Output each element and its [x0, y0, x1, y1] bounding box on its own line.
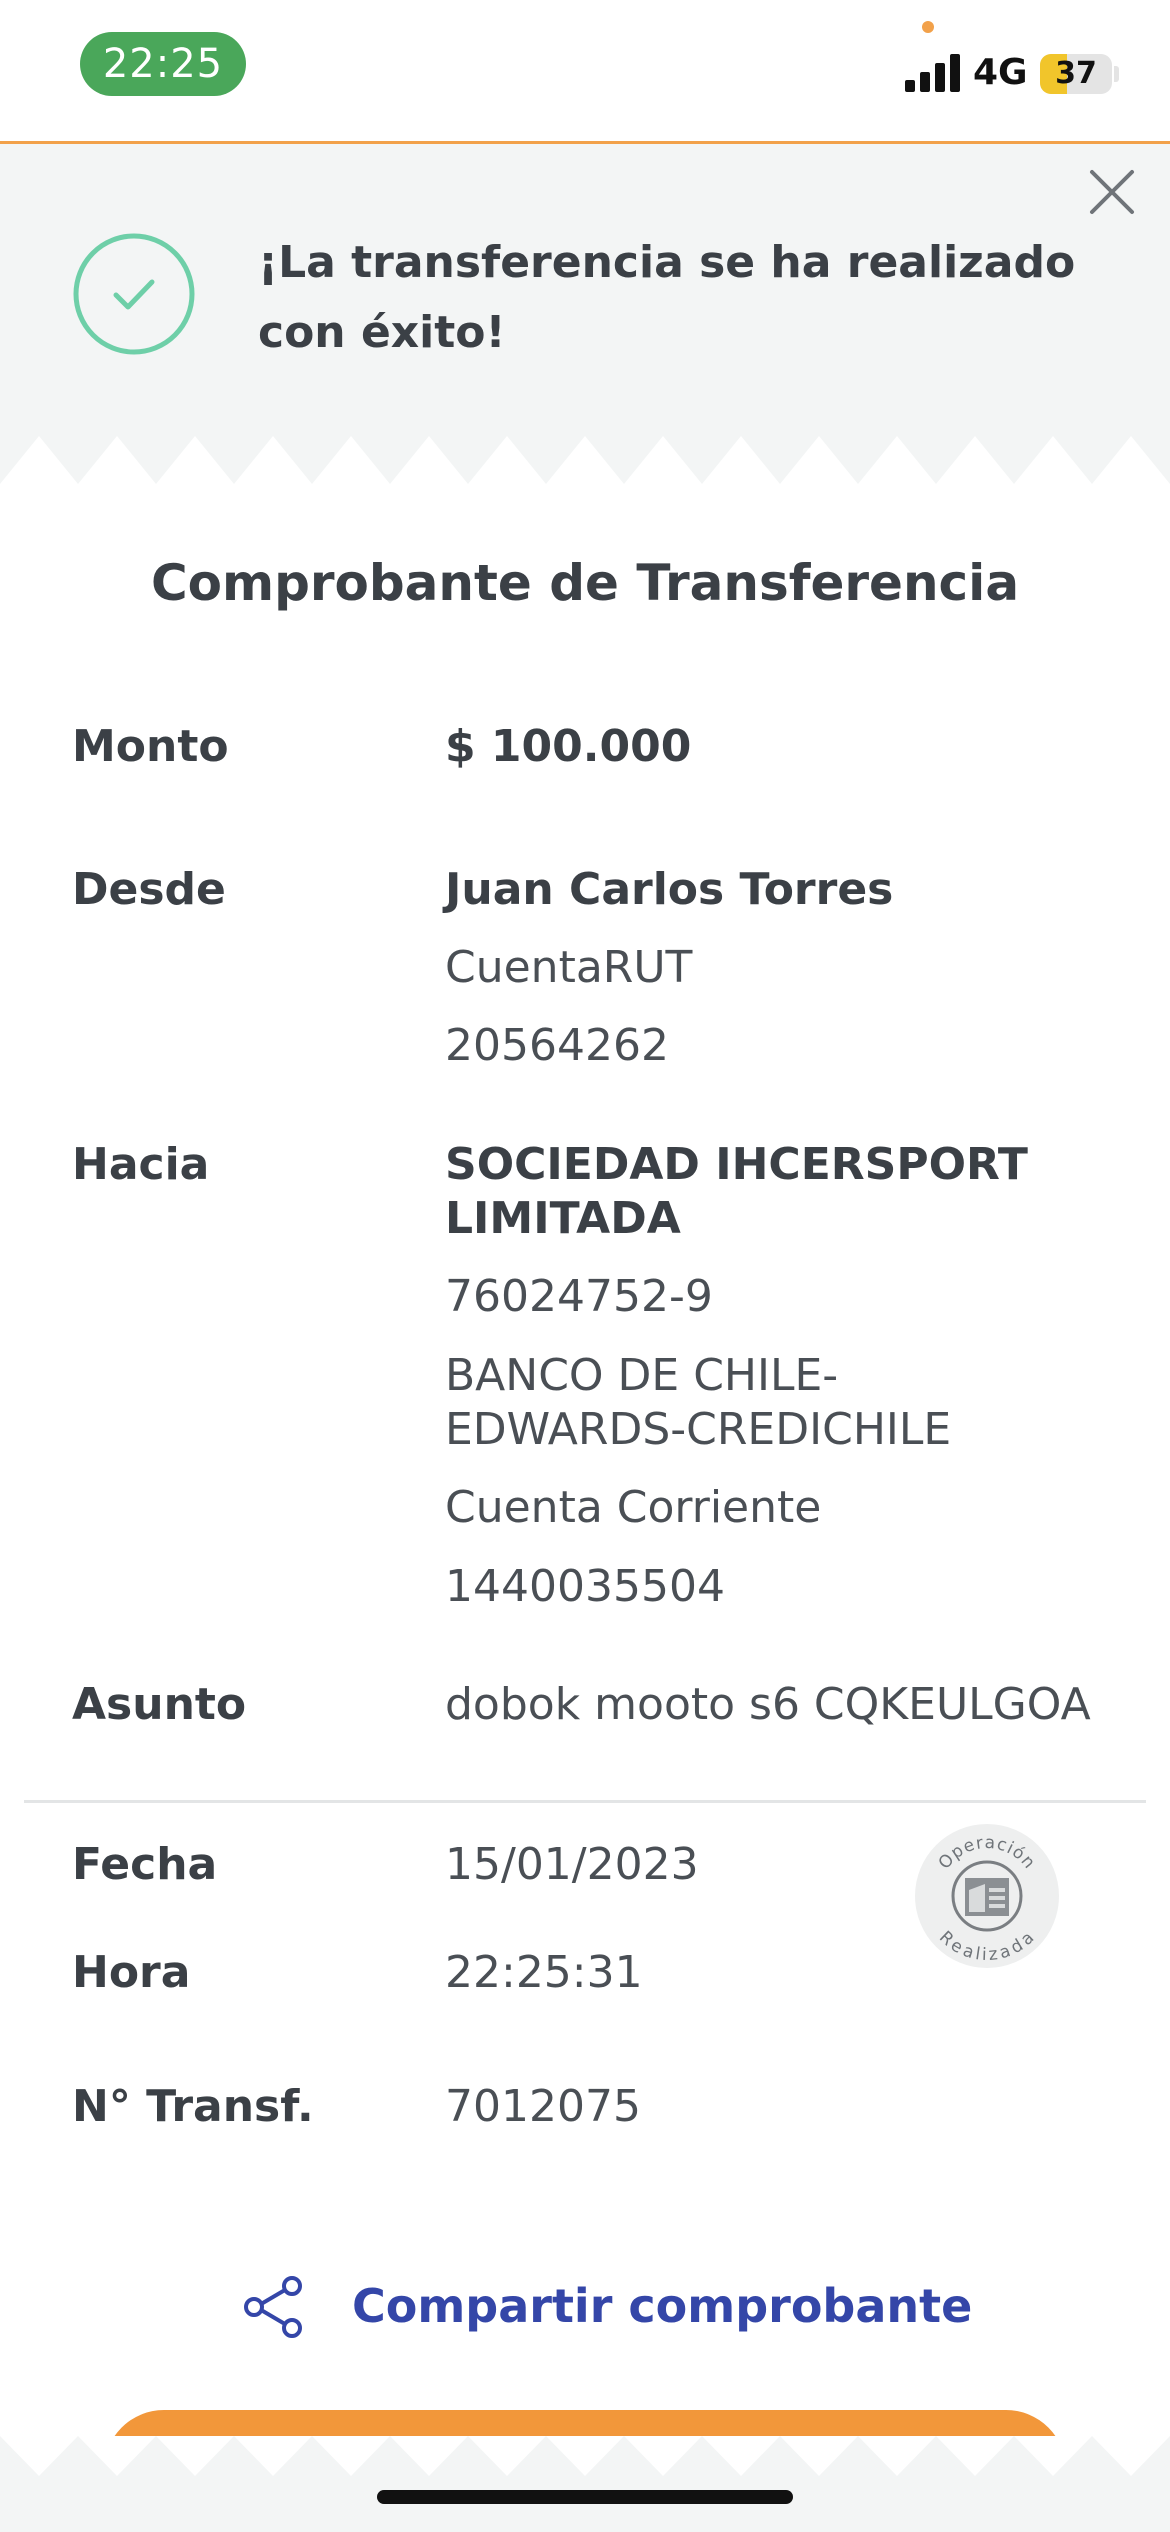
from-account-number: 20564262 [445, 1020, 669, 1071]
stamp-bottom-text: Realizada [935, 1927, 1039, 1966]
receipt-title: Comprobante de Transferencia [150, 554, 1020, 612]
from-label: Desde [72, 864, 226, 915]
to-rut: 76024752-9 [445, 1271, 713, 1322]
battery-icon [1040, 54, 1112, 94]
to-account-number: 1440035504 [445, 1561, 725, 1612]
from-name: Juan Carlos Torres [445, 864, 894, 915]
close-icon[interactable] [1080, 160, 1144, 224]
to-account-type: Cuenta Corriente [445, 1482, 822, 1533]
amount-label: Monto [72, 721, 229, 772]
zigzag-edge-top [0, 436, 1170, 484]
divider [24, 1800, 1146, 1803]
operation-completed-stamp [913, 1822, 1061, 1970]
subject-value: dobok mooto s6 CQKEULGOA [445, 1679, 1091, 1730]
to-label: Hacia [72, 1139, 210, 1190]
date-value: 15/01/2023 [445, 1839, 699, 1890]
transfer-number-value: 7012075 [445, 2081, 641, 2132]
amount-value: $ 100.000 [445, 721, 692, 772]
to-bank: BANCO DE CHILE-EDWARDS-CREDICHILE [445, 1350, 952, 1455]
home-indicator[interactable] [377, 2490, 793, 2504]
to-name: SOCIEDAD IHCERSPORT LIMITADA [445, 1139, 1028, 1244]
check-circle-icon [72, 232, 196, 356]
network-type: 4G [973, 52, 1028, 93]
status-bar [0, 0, 1170, 144]
stamp-top-text: Operación [934, 1832, 1040, 1874]
zigzag-edge-bottom [0, 2436, 1170, 2476]
share-icon [238, 2272, 308, 2342]
time-label: Hora [72, 1947, 191, 1998]
from-account-type: CuentaRUT [445, 942, 693, 993]
mic-indicator-dot [922, 21, 934, 33]
battery-tip [1114, 66, 1119, 82]
subject-label: Asunto [72, 1679, 247, 1730]
status-time: 22:25 [80, 32, 246, 96]
date-label: Fecha [72, 1839, 218, 1890]
battery-level: 37 [1055, 56, 1097, 91]
cellular-signal-icon [905, 52, 961, 92]
share-receipt-button[interactable] [230, 2264, 973, 2348]
success-message: ¡La transferencia se ha realizado con éxito! [258, 237, 1076, 358]
share-receipt-label: Compartir comprobante [352, 2279, 973, 2333]
transfer-number-label: N° Transf. [72, 2081, 314, 2132]
time-value: 22:25:31 [445, 1947, 643, 1998]
